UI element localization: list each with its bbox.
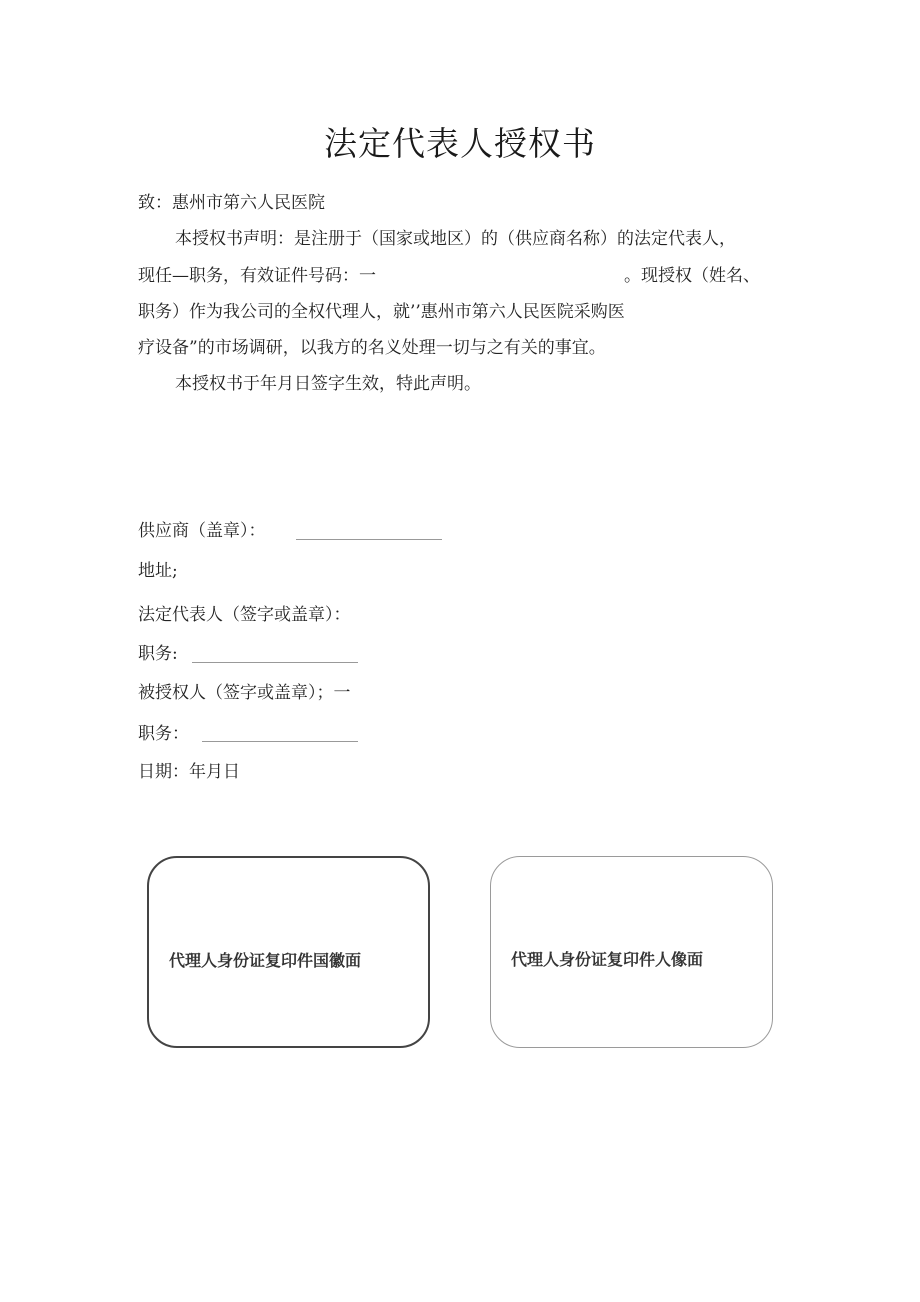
statement-line-3: 职务）作为我公司的全权代理人，就’’惠州市第六人民医院采购医 — [138, 302, 625, 322]
statement-line-4: 疗设备”的市场调研，以我方的名义处理一切与之有关的事宜。 — [138, 338, 606, 358]
addressee: 致：惠州市第六人民医院 — [138, 193, 325, 213]
statement-line-2-right: 。现授权（姓名、 — [624, 266, 760, 286]
position-label-2: 职务： — [138, 724, 189, 744]
id-copy-back-label: 代理人身份证复印件人像面 — [511, 950, 704, 969]
address-label: 地址; — [138, 561, 178, 581]
authorized-label: 被授权人（签字或盖章）；一 — [138, 683, 351, 703]
id-copy-back-box — [490, 856, 773, 1048]
statement-line-1: 本授权书声明：是注册于（国家或地区）的（供应商名称）的法定代表人， — [175, 229, 736, 249]
position-label-1: 职务: — [138, 644, 178, 664]
supplier-seal-line[interactable] — [296, 539, 442, 540]
page-title: 法定代表人授权书 — [324, 124, 596, 163]
statement-effective: 本授权书于年月日签字生效，特此声明。 — [175, 374, 481, 394]
legal-rep-label: 法定代表人（签字或盖章）： — [138, 605, 351, 625]
id-copy-front-label: 代理人身份证复印件国徽面 — [169, 951, 362, 970]
supplier-label: 供应商（盖章）： — [138, 521, 266, 541]
position-line-1[interactable] — [192, 662, 358, 663]
id-copy-front-box — [147, 856, 430, 1048]
date-label: 日期：年月日 — [138, 762, 240, 782]
position-line-2[interactable] — [202, 741, 358, 742]
statement-line-2: 现任—职务，有效证件号码：一 — [138, 266, 376, 286]
